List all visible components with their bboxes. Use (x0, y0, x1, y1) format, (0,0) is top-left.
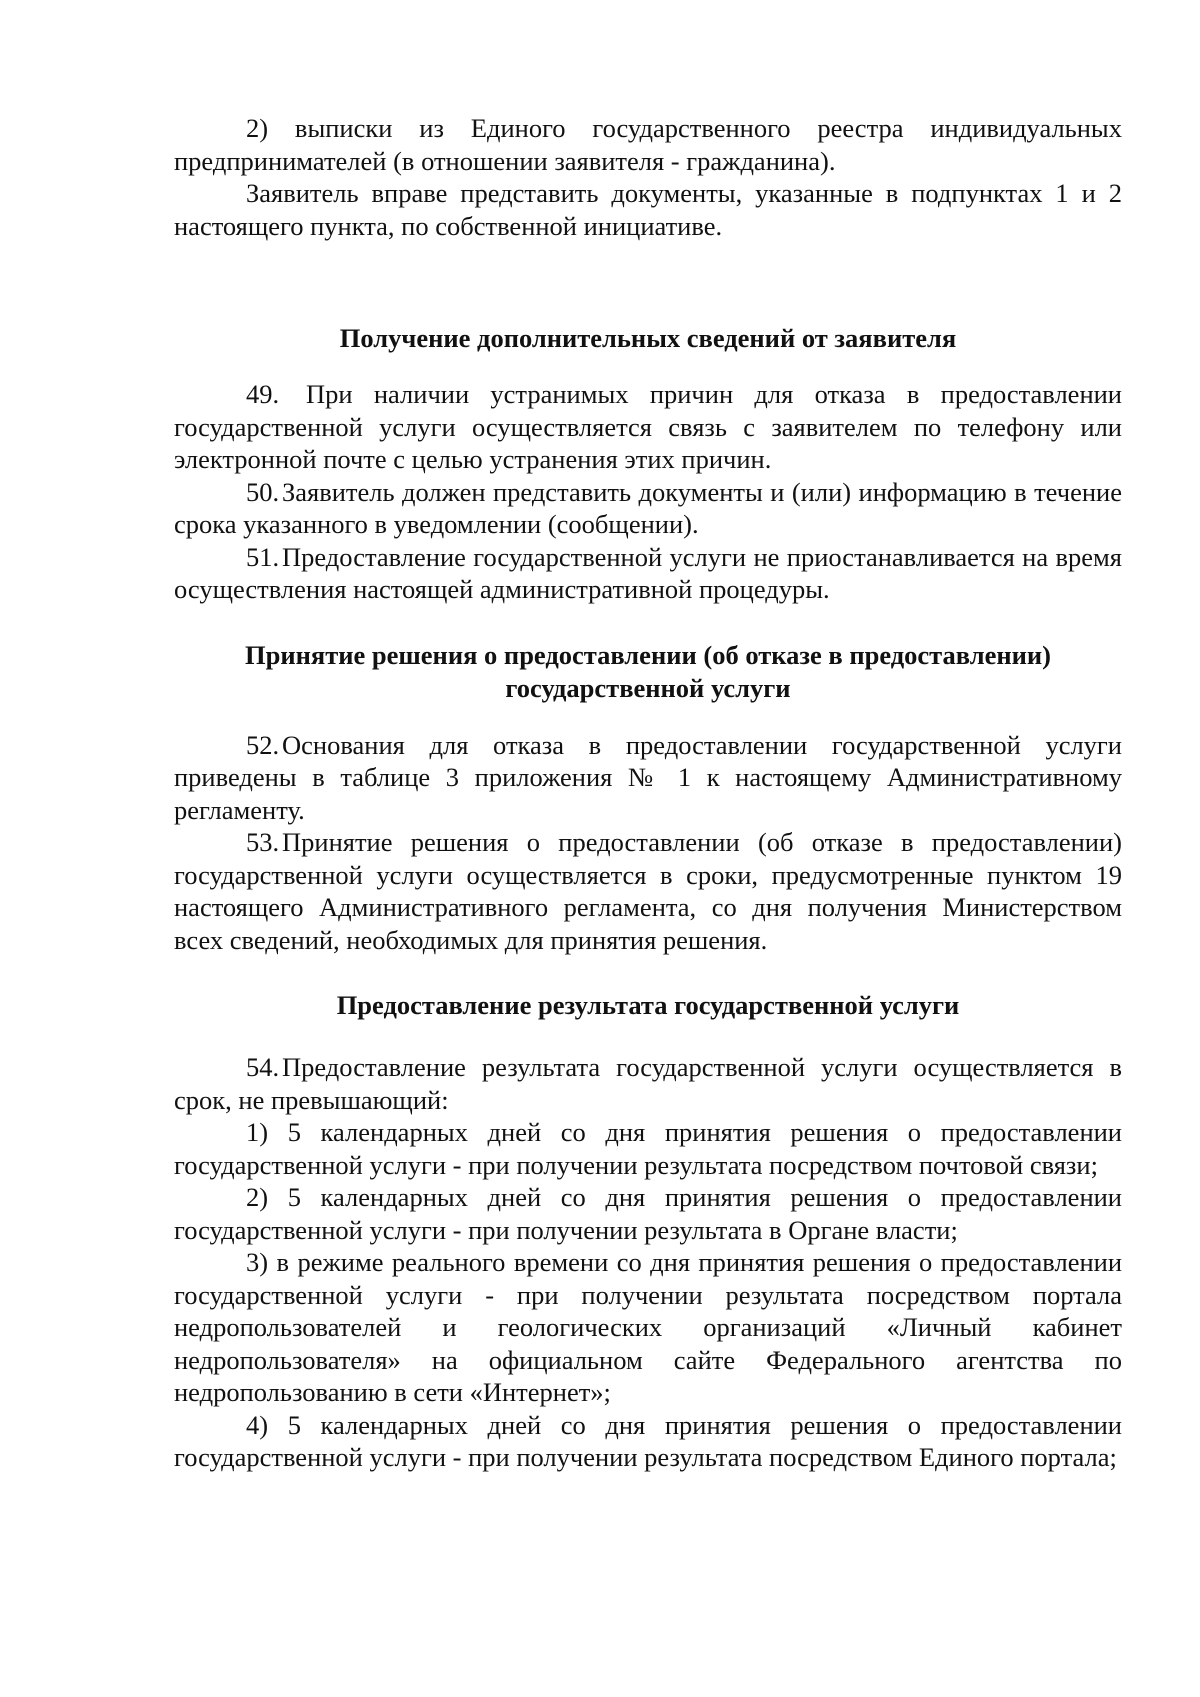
paragraph-49-text: При наличии устранимых причин для отказа в предоставлении государственной услуги осуществляется связь с заявителем по телефону или электронной почте с целью устранения этих причин. (174, 379, 1122, 474)
paragraph-53 (174, 826, 1122, 956)
document-body (174, 112, 1122, 1474)
section-heading-additional-info: Получение дополнительных сведений от заявителя (339, 323, 957, 353)
paragraph-52-number: 52. (246, 729, 280, 760)
paragraph-51 (174, 541, 1122, 606)
paragraph-50-text: Заявитель должен представить документы и (или) информацию в течение срока указанного в уведомлении (сообщении). (174, 476, 1122, 539)
paragraph-50-number: 50. (246, 476, 280, 507)
paragraph-54-number: 54. (246, 1052, 280, 1082)
paragraph-51-text: Предоставление государственной услуги не приостанавливается на время осуществления настоящей административной процедуры. (174, 541, 1122, 604)
paragraph-54-sub-2: 2) 5 календарных дней со дня принятия решения о предоставлении государственной услуги - при получении результата в Органе власти; (174, 1182, 1122, 1245)
paragraph-52 (174, 729, 1122, 827)
paragraph-53-number: 53. (246, 827, 280, 857)
paragraph-54-text: Предоставление результата государственной услуги осуществляется в срок, не превышающий: (174, 1052, 1122, 1115)
intro-item-2: 2) выписки из Единого государственного реестра индивидуальных предпринимателей (в отношении заявителя - гражданина). (174, 113, 1122, 176)
section-heading-decision-line-2: государственной услуги (505, 672, 791, 703)
paragraph-54-sub-3: 3) в режиме реального времени со дня принятия решения о предоставлении государственной услуги - при получении результата посредством портала недропользователей и геологических организаций «Личный кабинет недропользователя» на официальном сайте Федерального агентства по недропользованию в сети «Интернет»; (174, 1247, 1122, 1407)
paragraph-49-number: 49. (246, 379, 280, 409)
paragraph-54-sub-4: 4) 5 календарных дней со дня принятия решения о предоставлении государственной услуги - при получении результата посредством Единого портала; (174, 1409, 1122, 1472)
section-heading-decision-line-1: Принятие решения о предоставлении (об отказе в предоставлении) (245, 639, 1051, 670)
paragraph-49 (174, 378, 1122, 476)
paragraph-54 (174, 1051, 1122, 1116)
section-heading-result: Предоставление результата государственной услуги (336, 990, 960, 1020)
paragraph-50 (174, 476, 1122, 541)
section-heading-decision (174, 639, 1122, 705)
paragraph-54-sub-1: 1) 5 календарных дней со дня принятия решения о предоставлении государственной услуги - при получении результата посредством почтовой связи; (174, 1117, 1122, 1180)
paragraph-51-number: 51. (246, 541, 280, 572)
paragraph-52-text: Основания для отказа в предоставлении государственной услуги приведены в таблице 3 приложения № 1 к настоящему Административному регламенту. (174, 729, 1122, 825)
intro-note: Заявитель вправе представить документы, указанные в подпунктах 1 и 2 настоящего пункта, по собственной инициативе. (174, 178, 1122, 241)
paragraph-53-text: Принятие решения о предоставлении (об отказе в предоставлении) государственной услуги осуществляется в сроки, предусмотренные пунктом 19 настоящего Административного регламента, со дня получения Министерством всех сведений, необходимых для принятия решения. (174, 827, 1122, 955)
